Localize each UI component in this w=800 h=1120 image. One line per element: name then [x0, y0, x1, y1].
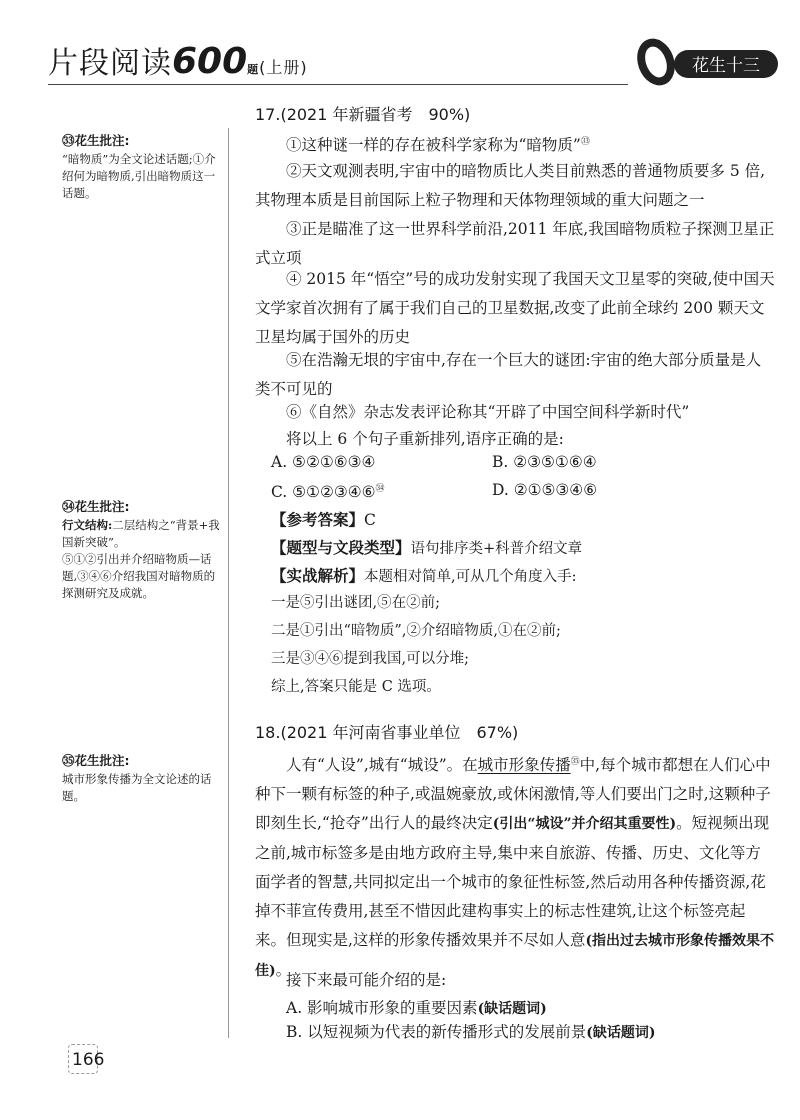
option-17-b: B. ②③⑤①⑥④ [492, 453, 597, 471]
question-18-heading: 18.(2021 年河南省事业单位 67%) [255, 723, 519, 742]
analysis-17-line3: 三是③④⑥提到我国,可以分堆; [271, 651, 469, 667]
question-17-heading: 17.(2021 年新疆省考 90%) [255, 105, 471, 124]
answer-17: 【参考答案】C [271, 510, 376, 529]
note-mark-35: ㉟ [570, 757, 580, 767]
sentence-6: ⑥《自然》杂志发表评论称其“开辟了中国空间科学新时代” [286, 403, 690, 421]
title-prefix: 片段阅读 [48, 46, 172, 81]
annotation-2: (指出过去城市形象传播效果不佳) [255, 933, 775, 980]
question-18-prompt: 接下来最可能介绍的是: [286, 971, 447, 989]
note-35-body: 城市形象传播为全文论述的话题。 [62, 772, 212, 803]
title-unit: 题 [247, 63, 260, 76]
option-18-b: B. 以短视频为代表的新传播形式的发展前景(缺话题词) [286, 1023, 656, 1041]
option-17-d: D. ②①⑤③④⑥ [492, 481, 598, 499]
note-34 [62, 498, 222, 602]
type-17: 【题型与文段类型】语句排序类+科普介绍文章 [271, 538, 583, 557]
note-33-title: ㉝花生批注: [62, 133, 130, 148]
option-18-a: A. 影响城市形象的重要因素(缺话题词) [286, 999, 547, 1017]
note-35 [62, 752, 222, 805]
note-mark-34: ㉞ [375, 484, 385, 494]
logo-text: 花生十三 [692, 56, 760, 76]
note-mark-33: ㉝ [580, 137, 590, 147]
sentence-3: ③正是瞄准了这一世界科学前沿,2011 年底,我国暗物质粒子探测卫星正式立项 [255, 220, 775, 267]
topic-phrase: 城市形象传播 [477, 756, 571, 775]
passage-18: 人有“人设”,城有“城设”。在城市形象传播$^㉟$中,每个城市都想在人们心中种下一颗有标签的种子,或温婉豪放,或休闲激情,等人们要出门之时,这颗种子即刻生长,“抢夺”出行人的最终决定(引出“城设”并介绍其重要性)。短视频出现之前,城市标签多是由地方政府主导,集中来自旅游、传播、历史、文化等方面学者的智慧,共同拟定出一个城市的象征性标签,然后动用各种传播资源,花掉不菲宣传费用,甚至不惜因此建构事实上的标志性建筑,让这个标签亮起来。但现实是,这样的形象传播效果并不尽如人意(指出过去城市形象传播效果不佳)。 [255, 756, 775, 980]
note-33 [62, 132, 222, 202]
note-34-body1: 二层结构之“背景+我国新突破”。 [62, 518, 220, 549]
book-title [48, 38, 308, 82]
analysis-17-line4: 综上,答案只能是 C 选项。 [271, 679, 441, 695]
note-35-title: ㉟花生批注: [62, 753, 130, 768]
analysis-17-line1: 一是⑤引出谜团,⑤在②前; [271, 595, 440, 611]
note-34-title: ㉞花生批注: [62, 499, 130, 514]
question-17-prompt: 将以上 6 个句子重新排列,语序正确的是: [286, 430, 564, 448]
sentence-2: ②天文观测表明,宇宙中的暗物质比人类目前熟悉的普通物质要多 5 倍,其物理本质是目前国际上粒子物理和天体物理领域的重大问题之一 [255, 162, 766, 209]
note-33-body: “暗物质”为全文论述话题;①介绍何为暗物质,引出暗物质这一话题。 [62, 152, 216, 200]
sentence-5: ⑤在浩瀚无垠的宇宙中,存在一个巨大的谜团:宇宙的绝大部分质量是人类不可见的 [255, 351, 762, 398]
page-number: 166 [72, 1050, 105, 1070]
sentence-1: ①这种谜一样的存在被科学家称为“暗物质”$^㉝$ [286, 136, 590, 155]
title-suffix: (上册) [259, 58, 308, 77]
note-34-label: 行文结构: [62, 518, 113, 532]
annotation-1: (引出“城设”并介绍其重要性) [492, 816, 677, 833]
analysis-17-line2: 二是①引出“暗物质”,②介绍暗物质,①在②前; [271, 623, 561, 639]
analysis-17: 【实战解析】本题相对简单,可从几个角度入手: [271, 566, 577, 585]
sentence-4: ④ 2015 年“悟空”号的成功发射实现了我国天文卫星零的突破,使中国天文学家首次拥有了属于我们自己的卫星数据,改变了此前全球约 200 颗天文卫星均属于国外的历史 [255, 270, 775, 346]
note-34-body2: ⑤①②引出并介绍暗物质—话题,③④⑥介绍我国对暗物质的探测研究及成就。 [62, 552, 216, 600]
header-rule [48, 84, 628, 85]
margin-divider [228, 128, 229, 1038]
peanut-logo [630, 32, 780, 96]
option-17-a: A. ⑤②①⑥③④ [271, 453, 376, 471]
option-17-c: C. ⑤①②③④⑥$^㉞$ [271, 483, 385, 502]
title-number: 600 [172, 41, 248, 82]
